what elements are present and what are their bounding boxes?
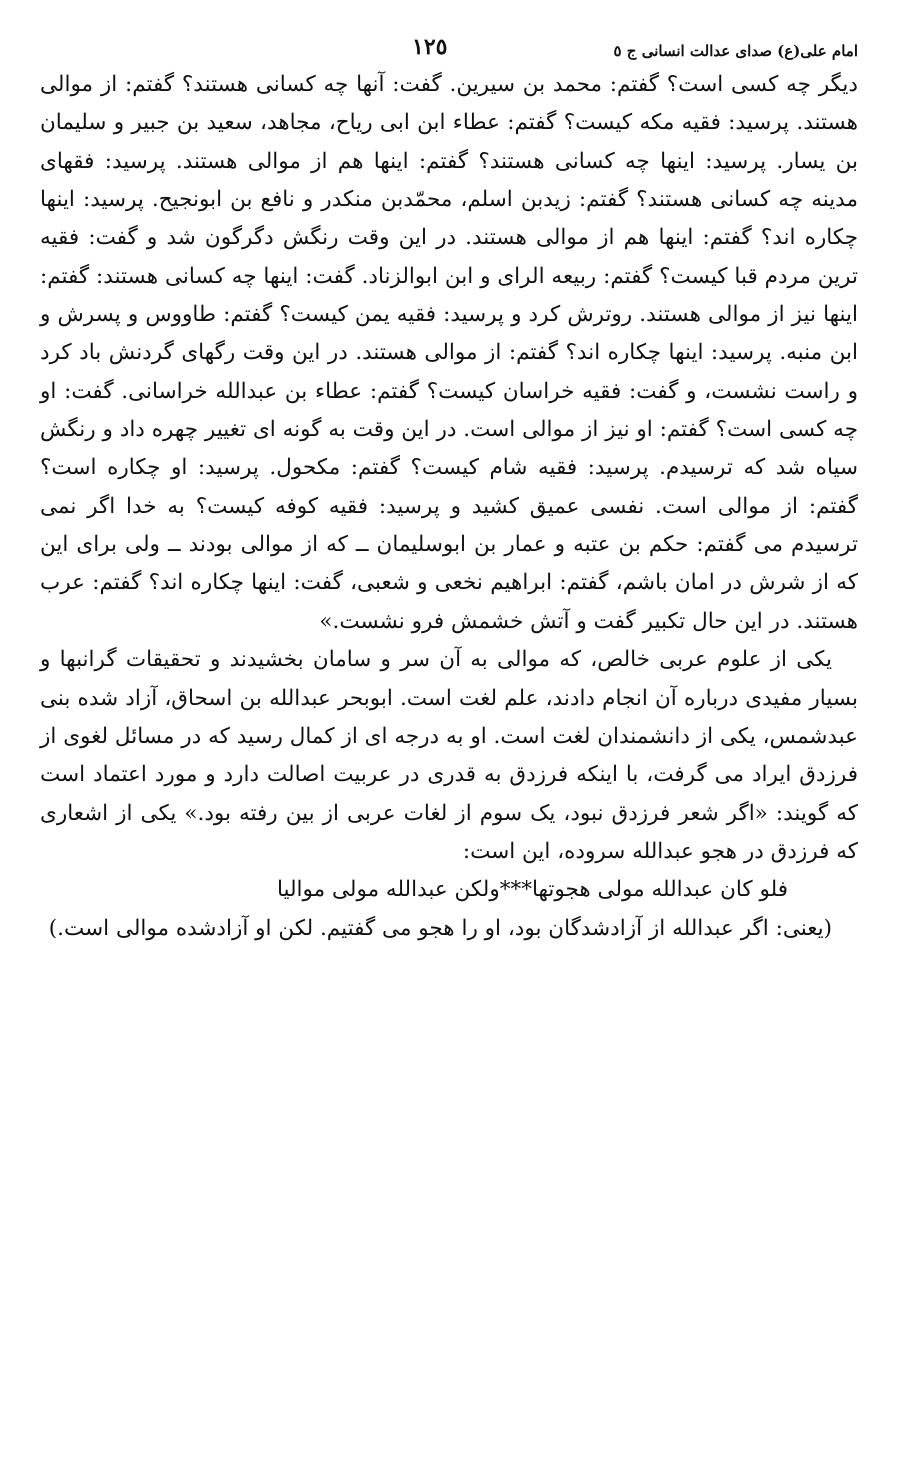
paragraph-3: (یعنی: اگر عبدالله از آزادشدگان بود، او را هجو می گفتیم. لکن او آزادشده موالی است.) bbox=[48, 915, 832, 941]
document-page bbox=[40, 28, 858, 948]
poem-verse: فلو کان عبدالله مولی هجوتها***ولکن عبدالله مولی موالیا bbox=[276, 877, 788, 903]
running-header bbox=[40, 28, 858, 66]
paragraph-1: دیگر چه کسی است؟ گفتم: محمد بن سیرین. گفت: آنها چه کسانی هستند؟ گفتم: از موالی هستند. پرسید: فقیه مکه کیست؟ گفتم: عطاء ابن ابی ریاح، مجاهد، سعید بن جبیر و سلیمان بن یسار. پرسید: اینها چه کسانی هستند؟ گفتم: اینها هم از موالی هستند. پرسید: فقهای مدینه چه کسانی هستند؟ گفتم: زیدبن اسلم، محمّدبن منکدر و نافع بن ابونجیح. پرسید: اینها چکاره اند؟ گفتم: اینها هم از موالی هستند. در این وقت رنگش دگرگون شد و گفت: فقیه ترین مردم قبا کیست؟ گفتم: ربیعه الرای و ابن ابوالزناد. گفت: اینها چه کسانی هستند: گفتم: اینها نیز از موالی هستند. روترش کرد و پرسید: فقیه یمن کیست؟ گفتم: طاووس و پسرش و ابن منبه. پرسید: اینها چکاره اند؟ گفتم: از موالی هستند. در این وقت رگهای گردنش باد کرد و راست نشست، و گفت: فقیه خراسان کیست؟ گفتم: عطاء بن عبدالله خراسانی. گفت: او چه کسی است؟ گفتم: او نیز از موالی است. در این وقت به گونه ای تغییر چهره داد و رنگش سیاه شد که ترسیدم. پرسید: فقیه شام کیست؟ گفتم: مکحول. پرسید: او چکاره است؟ گفتم: از موالی است. نفسی عمیق کشید و پرسید: فقیه کوفه کیست؟ به خدا اگر نمی ترسیدم می گفتم: حکم بن عتبه و عمار بن ابوسلیمان ــ که از موالی بودند ــ ولی برای این که از شرش در امان باشم، گفتم: ابراهیم نخعی و شعبی، گفت: اینها چکاره اند؟ گفتم: عرب هستند. در این حال تکبیر گفت و آتش خشمش فرو نشست.» bbox=[40, 72, 858, 634]
page-number: ١٢٥ bbox=[412, 34, 448, 60]
running-title: امام علی(ع) صدای عدالت انسانی ج ٥ bbox=[613, 42, 858, 60]
paragraph-2: یکی از علوم عربی خالص، که موالی به آن سر و سامان بخشیدند و تحقیقات گرانبها و بسیار مفیدی درباره آن انجام دادند، علم لغت است. ابوبحر عبدالله بن اسحاق، آزاد شده بنی عبدشمس، یکی از دانشمندان لغت است. او به درجه ای از کمال رسید که در مسائل لغوی از فرزدق ایراد می گرفت، با اینکه فرزدق به قدری در عربیت اصالت دارد و مورد اعتماد است که گویند: «اگر شعر فرزدق نبود، یک سوم از لغات عربی از بین رفته بود.» یکی از اشعاری که فرزدق در هجو عبدالله سروده، این است: bbox=[40, 647, 858, 864]
body-text bbox=[40, 66, 858, 948]
